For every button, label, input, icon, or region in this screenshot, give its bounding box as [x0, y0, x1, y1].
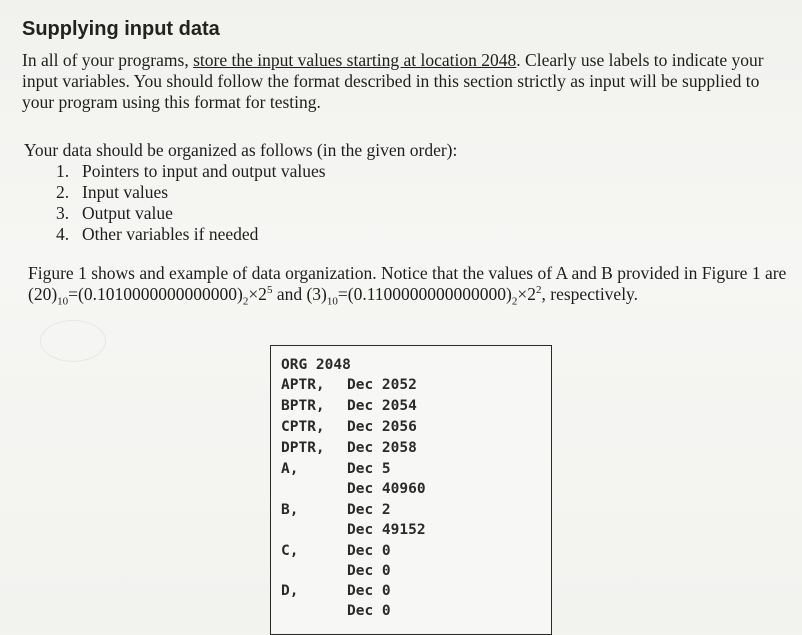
- fig-times-a: ×2: [248, 284, 267, 304]
- list-item: [56, 182, 326, 203]
- code-label: D,: [281, 583, 299, 599]
- organization-list: [56, 161, 326, 245]
- fig-sup-b: 2: [536, 284, 542, 297]
- code-value: Dec 0: [347, 603, 391, 619]
- code-value: Dec 2058: [347, 440, 417, 456]
- fig-sub-2-b: 2: [511, 295, 518, 308]
- list-item: [56, 161, 326, 182]
- code-label: B,: [281, 502, 299, 518]
- code-label: A,: [281, 461, 299, 477]
- intro-text-after: . Clearly use labels to indicate your input variables. You should follow the format described in this section strictly as input will be supplied to your program using this format for testing.: [22, 50, 764, 112]
- code-org-line: ORG 2048: [281, 357, 351, 373]
- list-item-number: 3.: [56, 203, 70, 223]
- code-label: DPTR,: [281, 440, 325, 456]
- intro-text-underlined: store the input values starting at location 2048: [193, 50, 517, 70]
- fig-eq-b: =(0.1100000000000000): [337, 284, 512, 304]
- figure-description-paragraph: [28, 263, 798, 308]
- paper-smudge: [40, 320, 106, 362]
- fig-and: and (3): [272, 284, 327, 304]
- list-item-number: 1.: [56, 161, 70, 181]
- code-label: BPTR,: [281, 398, 325, 414]
- list-item-text: Input values: [82, 182, 169, 202]
- code-value: Dec 2052: [347, 377, 417, 393]
- fig-intro: Figure 1 shows and example of data organization. Notice that the values of A and B provided in Figure 1 are (20): [28, 263, 787, 304]
- code-value: Dec 2: [347, 502, 391, 518]
- fig-end: , respectively.: [541, 284, 639, 304]
- section-heading: Supplying input data: [22, 18, 220, 40]
- code-value: Dec 49152: [347, 522, 426, 538]
- code-label: CPTR,: [281, 419, 325, 435]
- fig-times-b: ×2: [517, 284, 537, 304]
- list-item-number: 4.: [56, 224, 70, 244]
- fig-sub-10-a: 10: [57, 295, 69, 308]
- list-item-number: 2.: [56, 182, 70, 202]
- code-value: Dec 5: [347, 461, 391, 477]
- intro-text-before: In all of your programs,: [22, 50, 194, 70]
- code-value: Dec 0: [347, 543, 391, 559]
- code-value: Dec 0: [347, 583, 391, 599]
- list-item-text: Pointers to input and output values: [82, 161, 326, 181]
- fig-sub-10-b: 10: [326, 295, 338, 308]
- list-item-text: Output value: [82, 203, 173, 223]
- organization-paragraph: Your data should be organized as follows (in the given order):: [24, 140, 458, 160]
- intro-paragraph: [22, 50, 792, 113]
- fig-sup-a: 5: [266, 284, 273, 297]
- fig-sub-2-a: 2: [242, 295, 249, 308]
- list-item-text: Other variables if needed: [82, 224, 259, 244]
- fig-eq-a: =(0.1010000000000000): [68, 284, 243, 304]
- list-item: [56, 224, 326, 245]
- code-label: APTR,: [281, 377, 325, 393]
- code-figure-box: [270, 345, 552, 635]
- code-value: Dec 0: [347, 563, 391, 579]
- code-value: Dec 2054: [347, 398, 417, 414]
- list-item: [56, 203, 326, 224]
- code-value: Dec 2056: [347, 419, 417, 435]
- code-label: C,: [281, 543, 299, 559]
- code-value: Dec 40960: [347, 481, 426, 497]
